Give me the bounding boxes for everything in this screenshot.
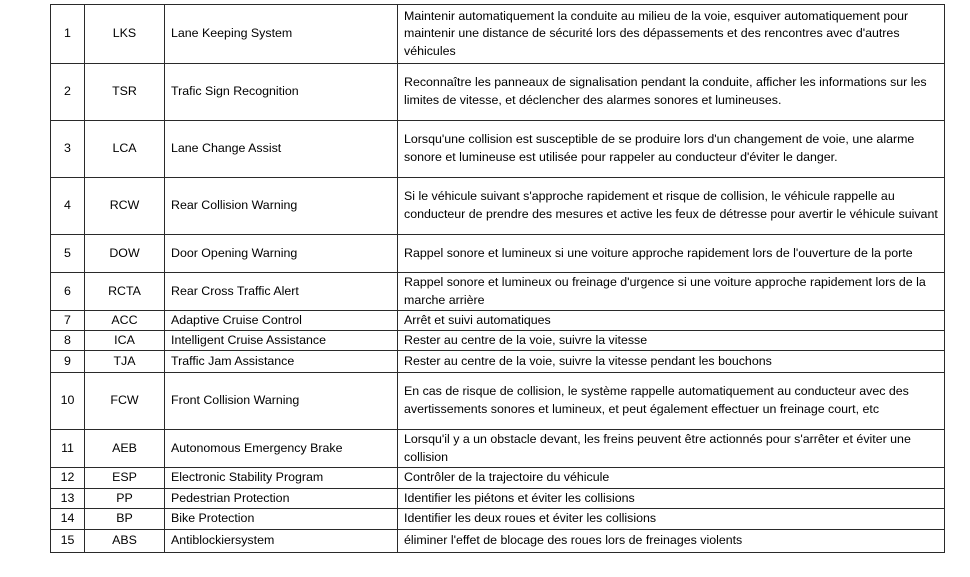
- row-description: Rester au centre de la voie, suivre la vitesse pendant les bouchons: [398, 351, 945, 373]
- row-feature-name: Front Collision Warning: [165, 373, 398, 430]
- table-row: [51, 5, 945, 64]
- row-abbreviation: ICA: [85, 331, 165, 351]
- table-row: [51, 468, 945, 489]
- row-number: 15: [51, 530, 85, 553]
- row-feature-name: Antiblockiersystem: [165, 530, 398, 553]
- row-description: éliminer l'effet de blocage des roues lors de freinages violents: [398, 530, 945, 553]
- table-row: [51, 489, 945, 509]
- row-number: 12: [51, 468, 85, 489]
- row-feature-name: Autonomous Emergency Brake: [165, 430, 398, 468]
- table-row: [51, 331, 945, 351]
- row-abbreviation: AEB: [85, 430, 165, 468]
- table-row: [51, 530, 945, 553]
- row-description: Arrêt et suivi automatiques: [398, 311, 945, 331]
- row-feature-name: Rear Collision Warning: [165, 178, 398, 235]
- row-abbreviation: TJA: [85, 351, 165, 373]
- row-abbreviation: ABS: [85, 530, 165, 553]
- adas-table-container: [50, 4, 944, 553]
- row-abbreviation: RCW: [85, 178, 165, 235]
- row-abbreviation: ESP: [85, 468, 165, 489]
- row-description: En cas de risque de collision, le système rappelle automatiquement au conducteur avec des avertissements sonores et lumineux, et peut également effectuer un freinage court, etc: [398, 373, 945, 430]
- table-row: [51, 273, 945, 311]
- adas-features-table: [50, 4, 945, 553]
- row-number: 11: [51, 430, 85, 468]
- row-feature-name: Intelligent Cruise Assistance: [165, 331, 398, 351]
- row-feature-name: Lane Change Assist: [165, 121, 398, 178]
- row-abbreviation: FCW: [85, 373, 165, 430]
- row-description: Si le véhicule suivant s'approche rapidement et risque de collision, le véhicule rappelle au conducteur de prendre des mesures et active les feux de détresse pour avertir le véhicule suivant: [398, 178, 945, 235]
- table-row: [51, 373, 945, 430]
- row-number: 1: [51, 5, 85, 64]
- row-number: 10: [51, 373, 85, 430]
- row-abbreviation: PP: [85, 489, 165, 509]
- table-row: [51, 509, 945, 530]
- row-feature-name: Lane Keeping System: [165, 5, 398, 64]
- row-abbreviation: TSR: [85, 64, 165, 121]
- table-row: [51, 351, 945, 373]
- row-number: 8: [51, 331, 85, 351]
- row-description: Identifier les piétons et éviter les collisions: [398, 489, 945, 509]
- row-abbreviation: ACC: [85, 311, 165, 331]
- row-description: Rappel sonore et lumineux ou freinage d'urgence si une voiture approche rapidement lors de la marche arrière: [398, 273, 945, 311]
- row-description: Rester au centre de la voie, suivre la vitesse: [398, 331, 945, 351]
- table-row: [51, 430, 945, 468]
- row-feature-name: Traffic Jam Assistance: [165, 351, 398, 373]
- row-feature-name: Trafic Sign Recognition: [165, 64, 398, 121]
- row-abbreviation: DOW: [85, 235, 165, 273]
- table-row: [51, 178, 945, 235]
- row-feature-name: Rear Cross Traffic Alert: [165, 273, 398, 311]
- row-number: 6: [51, 273, 85, 311]
- row-number: 14: [51, 509, 85, 530]
- row-abbreviation: RCTA: [85, 273, 165, 311]
- row-number: 9: [51, 351, 85, 373]
- row-abbreviation: LKS: [85, 5, 165, 64]
- row-description: Contrôler de la trajectoire du véhicule: [398, 468, 945, 489]
- row-abbreviation: BP: [85, 509, 165, 530]
- row-description: Identifier les deux roues et éviter les collisions: [398, 509, 945, 530]
- row-number: 3: [51, 121, 85, 178]
- row-description: Reconnaître les panneaux de signalisation pendant la conduite, afficher les informations sur les limites de vitesse, et déclencher des alarmes sonores et lumineuses.: [398, 64, 945, 121]
- row-feature-name: Door Opening Warning: [165, 235, 398, 273]
- row-description: Lorsqu'il y a un obstacle devant, les freins peuvent être actionnés pour s'arrêter et éviter une collision: [398, 430, 945, 468]
- row-abbreviation: LCA: [85, 121, 165, 178]
- row-description: Maintenir automatiquement la conduite au milieu de la voie, esquiver automatiquement pour maintenir une distance de sécurité lors des dépassements et des rencontres avec d'autres véhicules: [398, 5, 945, 64]
- row-description: Rappel sonore et lumineux si une voiture approche rapidement lors de l'ouverture de la porte: [398, 235, 945, 273]
- row-number: 5: [51, 235, 85, 273]
- table-row: [51, 235, 945, 273]
- row-number: 4: [51, 178, 85, 235]
- row-number: 13: [51, 489, 85, 509]
- table-body: [51, 5, 945, 553]
- table-row: [51, 64, 945, 121]
- row-description: Lorsqu'une collision est susceptible de se produire lors d'un changement de voie, une alarme sonore et lumineuse est utilisée pour rappeler au conducteur d'éviter le danger.: [398, 121, 945, 178]
- row-number: 2: [51, 64, 85, 121]
- table-row: [51, 311, 945, 331]
- row-number: 7: [51, 311, 85, 331]
- row-feature-name: Bike Protection: [165, 509, 398, 530]
- row-feature-name: Electronic Stability Program: [165, 468, 398, 489]
- row-feature-name: Pedestrian Protection: [165, 489, 398, 509]
- row-feature-name: Adaptive Cruise Control: [165, 311, 398, 331]
- table-row: [51, 121, 945, 178]
